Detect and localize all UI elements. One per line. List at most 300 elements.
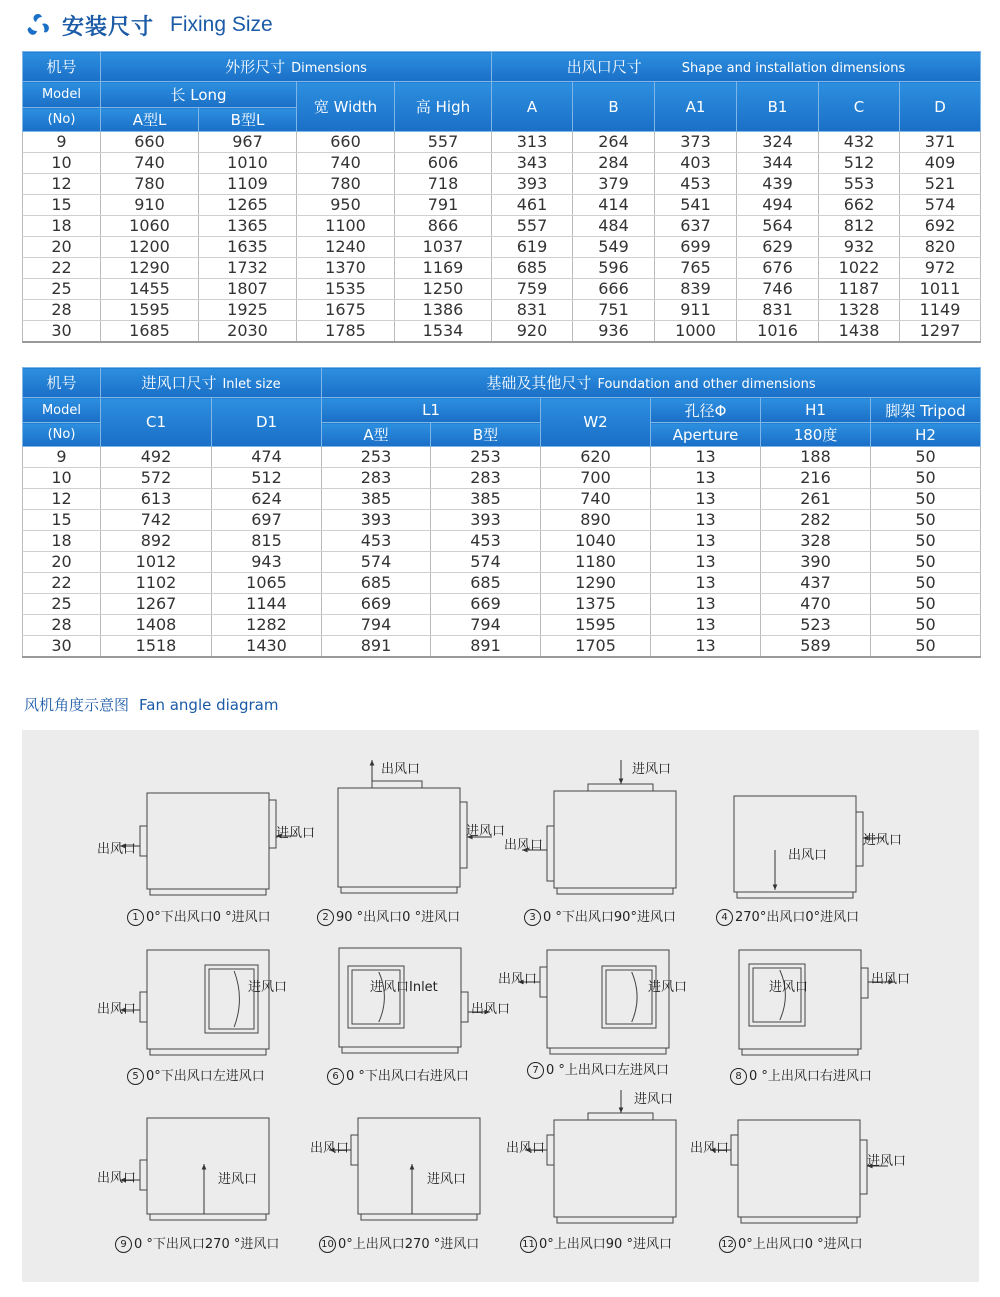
diagram-label: 出风口 [690, 1141, 730, 1156]
diagram-label: 进风口 [634, 1092, 674, 1107]
diagram-label: 进风口 [648, 980, 688, 995]
table-cell: 699 [655, 237, 737, 258]
table-cell: 1807 [199, 279, 297, 300]
caption-text: 0°上出风口90 °进风口 [539, 1237, 672, 1252]
table-cell: 15 [23, 510, 101, 531]
arrow-icon [202, 1164, 207, 1170]
table-cell: 50 [871, 489, 981, 510]
table-cell: 25 [23, 279, 101, 300]
side-flange [731, 1135, 738, 1165]
table-cell: 572 [101, 468, 212, 489]
top-flange [372, 781, 422, 788]
side-flange [351, 1135, 358, 1165]
table-cell: 474 [212, 447, 322, 468]
table-cell: 18 [23, 531, 101, 552]
diagram-label: 进风口 [248, 980, 288, 995]
table-cell: 13 [651, 615, 761, 636]
table-cell: 911 [655, 300, 737, 321]
table-cell: 264 [573, 132, 655, 153]
header-type-a: A型 [322, 423, 431, 447]
table-cell: 1328 [819, 300, 900, 321]
table-cell: 1595 [541, 615, 651, 636]
table-row [23, 510, 981, 531]
table-cell: 1000 [655, 321, 737, 343]
table-cell: 932 [819, 237, 900, 258]
table-cell: 564 [737, 216, 819, 237]
table-cell: 936 [573, 321, 655, 343]
side-flange [461, 992, 468, 1022]
caption-text: 90 °出风口0 °进风口 [336, 910, 461, 925]
table-row [23, 531, 981, 552]
table-cell: 812 [819, 216, 900, 237]
table-cell: 1267 [101, 594, 212, 615]
diagram-label: 进风口 [769, 980, 809, 995]
table-cell: 409 [900, 153, 981, 174]
header-dimensions: 外形尺寸 Dimensions [101, 52, 492, 82]
table-cell: 523 [761, 615, 871, 636]
header-model: 机号 [23, 368, 101, 398]
table-cell: 2030 [199, 321, 297, 343]
diagram-label: 出风口 [498, 972, 538, 987]
diagram-label: 出风口 [504, 838, 544, 853]
table-cell: 1200 [101, 237, 199, 258]
table-cell: 685 [431, 573, 541, 594]
fan-housing [739, 950, 861, 1049]
header-l1: L1 [322, 398, 541, 423]
table-cell: 759 [492, 279, 573, 300]
caption-number: 10 [319, 1236, 336, 1253]
diagram-label: 进风口 [427, 1172, 467, 1187]
table-cell: 328 [761, 531, 871, 552]
table-cell: 216 [761, 468, 871, 489]
side-flange [540, 967, 547, 997]
fan-caption [115, 1233, 279, 1253]
fan-base [341, 887, 457, 893]
fan-caption [719, 1233, 863, 1253]
diagram-label: 进风口 [466, 824, 506, 839]
header-c: C [819, 82, 900, 132]
table-cell: 1635 [199, 237, 297, 258]
table-cell: 910 [101, 195, 199, 216]
table-cell: 613 [101, 489, 212, 510]
table-cell: 282 [761, 510, 871, 531]
table-cell: 1455 [101, 279, 199, 300]
table-cell: 30 [23, 636, 101, 658]
table-cell: 373 [655, 132, 737, 153]
fan-base [557, 888, 673, 894]
table-cell: 393 [492, 174, 573, 195]
table-cell: 740 [101, 153, 199, 174]
fan-logo-icon [24, 11, 52, 39]
table-row [23, 594, 981, 615]
fan-housing [358, 1118, 480, 1214]
table-cell: 284 [573, 153, 655, 174]
table-cell: 188 [761, 447, 871, 468]
caption-text: 0°上出风口270 °进风口 [338, 1237, 480, 1252]
fan-housing [554, 1120, 676, 1217]
table-cell: 1386 [395, 300, 492, 321]
diagram-label: 出风口 [506, 1141, 546, 1156]
header-hole: 孔径Φ [651, 398, 761, 423]
table-cell: 484 [573, 216, 655, 237]
table-cell: 403 [655, 153, 737, 174]
header-c1: C1 [101, 398, 212, 447]
inlet-door-curve [234, 971, 239, 1027]
table-cell: 866 [395, 216, 492, 237]
table-row [23, 636, 981, 658]
table-cell: 437 [761, 573, 871, 594]
table-cell: 950 [297, 195, 395, 216]
inlet-foundation-table [22, 367, 981, 658]
table-cell: 1705 [541, 636, 651, 658]
fan-base [742, 1049, 858, 1055]
table-cell: 12 [23, 174, 101, 195]
header-h2: H2 [871, 423, 981, 447]
diagram-label: 进风口 [867, 1154, 907, 1169]
table-cell: 253 [431, 447, 541, 468]
table-cell: 740 [297, 153, 395, 174]
table-cell: 669 [322, 594, 431, 615]
inlet-door [749, 964, 805, 1026]
table-cell: 379 [573, 174, 655, 195]
table-cell: 1149 [900, 300, 981, 321]
caption-number: 9 [115, 1236, 132, 1253]
table-cell: 18 [23, 216, 101, 237]
table-cell: 943 [212, 552, 322, 573]
table-row [23, 489, 981, 510]
table-cell: 553 [819, 174, 900, 195]
table-cell: 385 [431, 489, 541, 510]
fan-base [150, 1214, 266, 1220]
table-cell: 1187 [819, 279, 900, 300]
table-cell: 1169 [395, 258, 492, 279]
arrow-icon [619, 1107, 624, 1113]
fan-caption [527, 1059, 669, 1079]
table-cell: 414 [573, 195, 655, 216]
diagram-label: 出风口 [871, 972, 911, 987]
caption-text: 0°下出风口0 °进风口 [146, 910, 271, 925]
table-cell: 669 [431, 594, 541, 615]
table-cell: 1685 [101, 321, 199, 343]
fan-caption [317, 906, 460, 926]
fan-caption [524, 906, 676, 926]
table-row [23, 552, 981, 573]
caption-number: 4 [716, 909, 733, 926]
fan-housing [738, 1120, 860, 1217]
table-cell: 820 [900, 237, 981, 258]
top-flange [588, 784, 653, 791]
table-cell: 662 [819, 195, 900, 216]
header-no: (No) [23, 108, 101, 132]
arrow-icon [410, 1164, 415, 1170]
header-bl: B型L [199, 108, 297, 132]
diagram-label: 进风口Inlet [370, 980, 438, 995]
page-title: 安装尺寸 [62, 14, 155, 40]
table-cell: 574 [322, 552, 431, 573]
table-cell: 557 [395, 132, 492, 153]
caption-number: 6 [327, 1068, 344, 1085]
table-row [23, 279, 981, 300]
top-flange [588, 1113, 653, 1120]
caption-text: 0 °上出风口左进风口 [546, 1063, 669, 1078]
page-title-en: Fixing Size [170, 13, 273, 36]
table-cell: 9 [23, 447, 101, 468]
table-cell: 15 [23, 195, 101, 216]
table-cell: 461 [492, 195, 573, 216]
table-cell: 1297 [900, 321, 981, 343]
table-cell: 512 [819, 153, 900, 174]
table-cell: 22 [23, 573, 101, 594]
header-w2: W2 [541, 398, 651, 447]
table-cell: 20 [23, 237, 101, 258]
table-row [23, 321, 981, 343]
header-d1: D1 [212, 398, 322, 447]
caption-number: 12 [719, 1236, 736, 1253]
table-row [23, 237, 981, 258]
table-cell: 22 [23, 258, 101, 279]
table-cell: 606 [395, 153, 492, 174]
table-cell: 794 [322, 615, 431, 636]
table-cell: 624 [212, 489, 322, 510]
table-cell: 890 [541, 510, 651, 531]
table-row [23, 573, 981, 594]
table-cell: 619 [492, 237, 573, 258]
table-cell: 972 [900, 258, 981, 279]
table-cell: 549 [573, 237, 655, 258]
fan-housing [554, 791, 676, 888]
table-cell: 746 [737, 279, 819, 300]
fan-caption [730, 1065, 872, 1085]
side-flange [861, 968, 868, 998]
arrow-icon [370, 760, 375, 766]
table-cell: 742 [101, 510, 212, 531]
table-cell: 494 [737, 195, 819, 216]
table-cell: 839 [655, 279, 737, 300]
table-cell: 831 [492, 300, 573, 321]
table-cell: 1144 [212, 594, 322, 615]
table-cell: 892 [101, 531, 212, 552]
table-cell: 1060 [101, 216, 199, 237]
table-cell: 1040 [541, 531, 651, 552]
table-cell: 261 [761, 489, 871, 510]
header-foundation: 基础及其他尺寸 Foundation and other dimensions [322, 368, 981, 398]
table-cell: 385 [322, 489, 431, 510]
fan-base [361, 1214, 477, 1220]
header-model-en: Model [23, 82, 101, 108]
table-cell: 50 [871, 615, 981, 636]
table-cell: 283 [322, 468, 431, 489]
table-row [23, 174, 981, 195]
table-cell: 780 [101, 174, 199, 195]
table-cell: 685 [322, 573, 431, 594]
diagram-label: 进风口 [276, 826, 316, 841]
table-cell: 13 [651, 552, 761, 573]
table-cell: 1438 [819, 321, 900, 343]
header-model: 机号 [23, 52, 101, 82]
table-cell: 521 [900, 174, 981, 195]
table-cell: 512 [212, 468, 322, 489]
table-cell: 50 [871, 573, 981, 594]
fan-base [150, 889, 266, 895]
side-flange [140, 992, 147, 1022]
table-cell: 324 [737, 132, 819, 153]
page-header [24, 10, 273, 40]
table-cell: 470 [761, 594, 871, 615]
header-model-en: Model [23, 398, 101, 423]
fan-base [550, 1048, 666, 1054]
table-cell: 1290 [541, 573, 651, 594]
table-cell: 1675 [297, 300, 395, 321]
table-row [23, 132, 981, 153]
caption-number: 11 [520, 1236, 537, 1253]
table-cell: 9 [23, 132, 101, 153]
side-flange [140, 1160, 147, 1190]
dimensions-table [22, 51, 981, 343]
header-high: 高 High [395, 82, 492, 132]
arrow-icon [619, 778, 624, 784]
header-al: A型L [101, 108, 199, 132]
table-cell: 891 [322, 636, 431, 658]
fan-caption [319, 1233, 479, 1253]
arrow-icon [773, 884, 778, 890]
table-cell: 13 [651, 636, 761, 658]
table-cell: 50 [871, 552, 981, 573]
header-width: 宽 Width [297, 82, 395, 132]
table-cell: 1282 [212, 615, 322, 636]
diagram-label: 出风口 [97, 1171, 137, 1186]
table-cell: 393 [431, 510, 541, 531]
side-flange [547, 1135, 554, 1165]
table-cell: 50 [871, 447, 981, 468]
table-cell: 1010 [199, 153, 297, 174]
header-outlet: 出风口尺寸 Shape and installation dimensions [492, 52, 981, 82]
fan-housing [338, 788, 460, 887]
header-aperture: Aperture [651, 423, 761, 447]
header-inlet: 进风口尺寸 Inlet size [101, 368, 322, 398]
table-cell: 313 [492, 132, 573, 153]
table-cell: 453 [431, 531, 541, 552]
caption-text: 270°出风口0°进风口 [735, 910, 860, 925]
header-b1: B1 [737, 82, 819, 132]
caption-number: 5 [127, 1068, 144, 1085]
header-h1: H1 [761, 398, 871, 423]
table-cell: 1102 [101, 573, 212, 594]
side-flange [860, 1140, 867, 1194]
fan-caption [716, 906, 859, 926]
table-cell: 253 [322, 447, 431, 468]
table-cell: 13 [651, 510, 761, 531]
diagram-label: 进风口 [863, 833, 903, 848]
table-cell: 28 [23, 300, 101, 321]
table-cell: 1370 [297, 258, 395, 279]
table-cell: 1065 [212, 573, 322, 594]
header-d: D [900, 82, 981, 132]
side-flange [269, 800, 276, 848]
inlet-door-inner [606, 970, 652, 1024]
header-no: (No) [23, 423, 101, 447]
caption-number: 7 [527, 1062, 544, 1079]
table-cell: 13 [651, 594, 761, 615]
table-cell: 660 [297, 132, 395, 153]
caption-number: 2 [317, 909, 334, 926]
table-row [23, 153, 981, 174]
table-cell: 1012 [101, 552, 212, 573]
table-cell: 718 [395, 174, 492, 195]
table-cell: 390 [761, 552, 871, 573]
table-cell: 1180 [541, 552, 651, 573]
table-cell: 50 [871, 594, 981, 615]
header-tripod: 脚架 Tripod [871, 398, 981, 423]
inlet-door-curve [632, 972, 637, 1022]
caption-text: 0°下出风口左进风口 [146, 1069, 265, 1084]
table-cell: 574 [431, 552, 541, 573]
side-flange [547, 826, 554, 881]
table-cell: 751 [573, 300, 655, 321]
table-cell: 1925 [199, 300, 297, 321]
diagram-label: 进风口 [218, 1172, 258, 1187]
table-row [23, 195, 981, 216]
table-cell: 794 [431, 615, 541, 636]
table-row [23, 468, 981, 489]
header-long: 长 Long [101, 82, 297, 108]
table-cell: 700 [541, 468, 651, 489]
fan-base [741, 1217, 857, 1223]
fan-housing [147, 1118, 269, 1214]
table-cell: 13 [651, 489, 761, 510]
table-cell: 20 [23, 552, 101, 573]
table-cell: 1365 [199, 216, 297, 237]
table-row [23, 300, 981, 321]
caption-text: 0 °上出风口右进风口 [749, 1069, 872, 1084]
table-row [23, 258, 981, 279]
caption-text: 0 °下出风口右进风口 [346, 1069, 469, 1084]
table-cell: 12 [23, 489, 101, 510]
table-cell: 589 [761, 636, 871, 658]
header-b: B [573, 82, 655, 132]
table-cell: 28 [23, 615, 101, 636]
table-row [23, 615, 981, 636]
table-cell: 13 [651, 573, 761, 594]
diagram-label: 出风口 [310, 1141, 350, 1156]
fan-caption [127, 906, 271, 926]
table-cell: 30 [23, 321, 101, 343]
fan-caption [520, 1233, 672, 1253]
table-cell: 780 [297, 174, 395, 195]
table-cell: 432 [819, 132, 900, 153]
table-cell: 13 [651, 468, 761, 489]
table-cell: 1109 [199, 174, 297, 195]
table-cell: 453 [655, 174, 737, 195]
fan-base [342, 1047, 458, 1053]
caption-text: 0 °下出风口90°进风口 [543, 910, 676, 925]
header-180: 180度 [761, 423, 871, 447]
side-flange [856, 812, 863, 866]
table-cell: 685 [492, 258, 573, 279]
table-cell: 831 [737, 300, 819, 321]
table-cell: 1265 [199, 195, 297, 216]
table-cell: 343 [492, 153, 573, 174]
table-cell: 557 [492, 216, 573, 237]
table-cell: 629 [737, 237, 819, 258]
table-cell: 676 [737, 258, 819, 279]
table-cell: 1595 [101, 300, 199, 321]
table-cell: 1785 [297, 321, 395, 343]
table-cell: 697 [212, 510, 322, 531]
fan-angle-diagram [22, 730, 979, 1282]
table-cell: 1732 [199, 258, 297, 279]
table-cell: 666 [573, 279, 655, 300]
table-cell: 1535 [297, 279, 395, 300]
